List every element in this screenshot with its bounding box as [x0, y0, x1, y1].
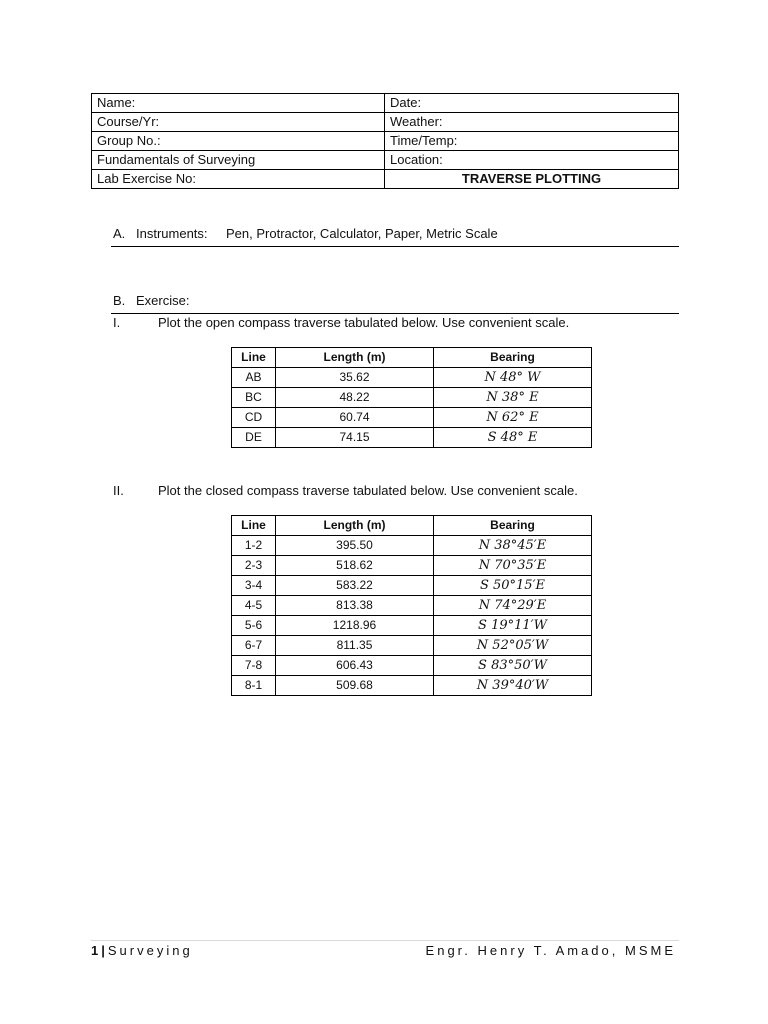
table-row — [232, 556, 592, 576]
instruments-label: Instruments: — [136, 226, 208, 241]
line-cell: CD — [232, 408, 276, 428]
instruments-value: Pen, Protractor, Calculator, Paper, Metric Scale — [226, 226, 498, 241]
bearing-cell: N 39°40′W — [434, 676, 592, 696]
bearing-cell: N 38°45′E — [434, 536, 592, 556]
line-cell: AB — [232, 368, 276, 388]
length-cell: 606.43 — [276, 656, 434, 676]
length-cell: 518.62 — [276, 556, 434, 576]
line-cell: 7-8 — [232, 656, 276, 676]
length-cell: 35.62 — [276, 368, 434, 388]
exercise-title: TRAVERSE PLOTTING — [385, 170, 679, 189]
line-cell: DE — [232, 428, 276, 448]
section-b-rule — [111, 313, 679, 314]
section-b-marker: B. — [113, 293, 126, 308]
table-row — [232, 636, 592, 656]
footer-section: Surveying — [107, 943, 193, 958]
length-cell: 74.15 — [276, 428, 434, 448]
length-cell: 583.22 — [276, 576, 434, 596]
length-cell: 811.35 — [276, 636, 434, 656]
info-label-right: Location: — [385, 151, 679, 170]
table-row — [232, 536, 592, 556]
column-header-line: Line — [232, 516, 276, 536]
line-cell: 2-3 — [232, 556, 276, 576]
header-info-table — [91, 93, 679, 189]
part2-marker: II. — [113, 483, 124, 498]
exercise-label: Exercise: — [136, 293, 190, 308]
table-row — [232, 616, 592, 636]
info-label-left: Course/Yr: — [92, 113, 385, 132]
length-cell: 395.50 — [276, 536, 434, 556]
info-label-right: Date: — [385, 94, 679, 113]
column-header-length: Length (m) — [276, 516, 434, 536]
info-row — [92, 132, 679, 151]
line-cell: 5-6 — [232, 616, 276, 636]
open-traverse-table — [231, 347, 592, 448]
bearing-cell: S 19°11′W — [434, 616, 592, 636]
info-row — [92, 170, 679, 189]
line-cell: 1-2 — [232, 536, 276, 556]
footer-rule — [91, 940, 679, 941]
column-header-bearing: Bearing — [434, 348, 592, 368]
line-cell: 6-7 — [232, 636, 276, 656]
footer-separator: | — [101, 943, 108, 958]
bearing-cell: N 38° E — [434, 388, 592, 408]
bearing-cell: N 52°05′W — [434, 636, 592, 656]
info-label-left: Fundamentals of Surveying — [92, 151, 385, 170]
info-label-left: Lab Exercise No: — [92, 170, 385, 189]
section-a-rule — [111, 246, 679, 247]
table-row — [232, 368, 592, 388]
length-cell: 60.74 — [276, 408, 434, 428]
table-row — [232, 428, 592, 448]
info-label-left: Name: — [92, 94, 385, 113]
bearing-cell: S 48° E — [434, 428, 592, 448]
info-row — [92, 94, 679, 113]
line-cell: 3-4 — [232, 576, 276, 596]
line-cell: BC — [232, 388, 276, 408]
length-cell: 813.38 — [276, 596, 434, 616]
line-cell: 4-5 — [232, 596, 276, 616]
bearing-cell: S 83°50′W — [434, 656, 592, 676]
bearing-cell: N 70°35′E — [434, 556, 592, 576]
column-header-line: Line — [232, 348, 276, 368]
column-header-bearing: Bearing — [434, 516, 592, 536]
info-label-left: Group No.: — [92, 132, 385, 151]
info-label-right: Weather: — [385, 113, 679, 132]
bearing-cell: N 48° W — [434, 368, 592, 388]
bearing-cell: N 62° E — [434, 408, 592, 428]
column-header-length: Length (m) — [276, 348, 434, 368]
table-row — [232, 656, 592, 676]
table-row — [232, 576, 592, 596]
page-number: 1 — [91, 943, 102, 958]
table-row — [232, 676, 592, 696]
part1-instruction: Plot the open compass traverse tabulated below. Use convenient scale. — [158, 315, 570, 330]
section-a-marker: A. — [113, 226, 126, 241]
part1-marker: I. — [113, 315, 121, 330]
length-cell: 509.68 — [276, 676, 434, 696]
table-row — [232, 596, 592, 616]
part2-instruction: Plot the closed compass traverse tabulated below. Use convenient scale. — [158, 483, 578, 498]
info-label-right: Time/Temp: — [385, 132, 679, 151]
table-row — [232, 408, 592, 428]
info-row — [92, 151, 679, 170]
table-row — [232, 388, 592, 408]
length-cell: 48.22 — [276, 388, 434, 408]
info-row — [92, 113, 679, 132]
footer-author: Engr. Henry T. Amado, MSME — [425, 943, 676, 958]
length-cell: 1218.96 — [276, 616, 434, 636]
footer-left — [91, 943, 193, 958]
bearing-cell: N 74°29′E — [434, 596, 592, 616]
line-cell: 8-1 — [232, 676, 276, 696]
closed-traverse-table — [231, 515, 592, 696]
bearing-cell: S 50°15′E — [434, 576, 592, 596]
